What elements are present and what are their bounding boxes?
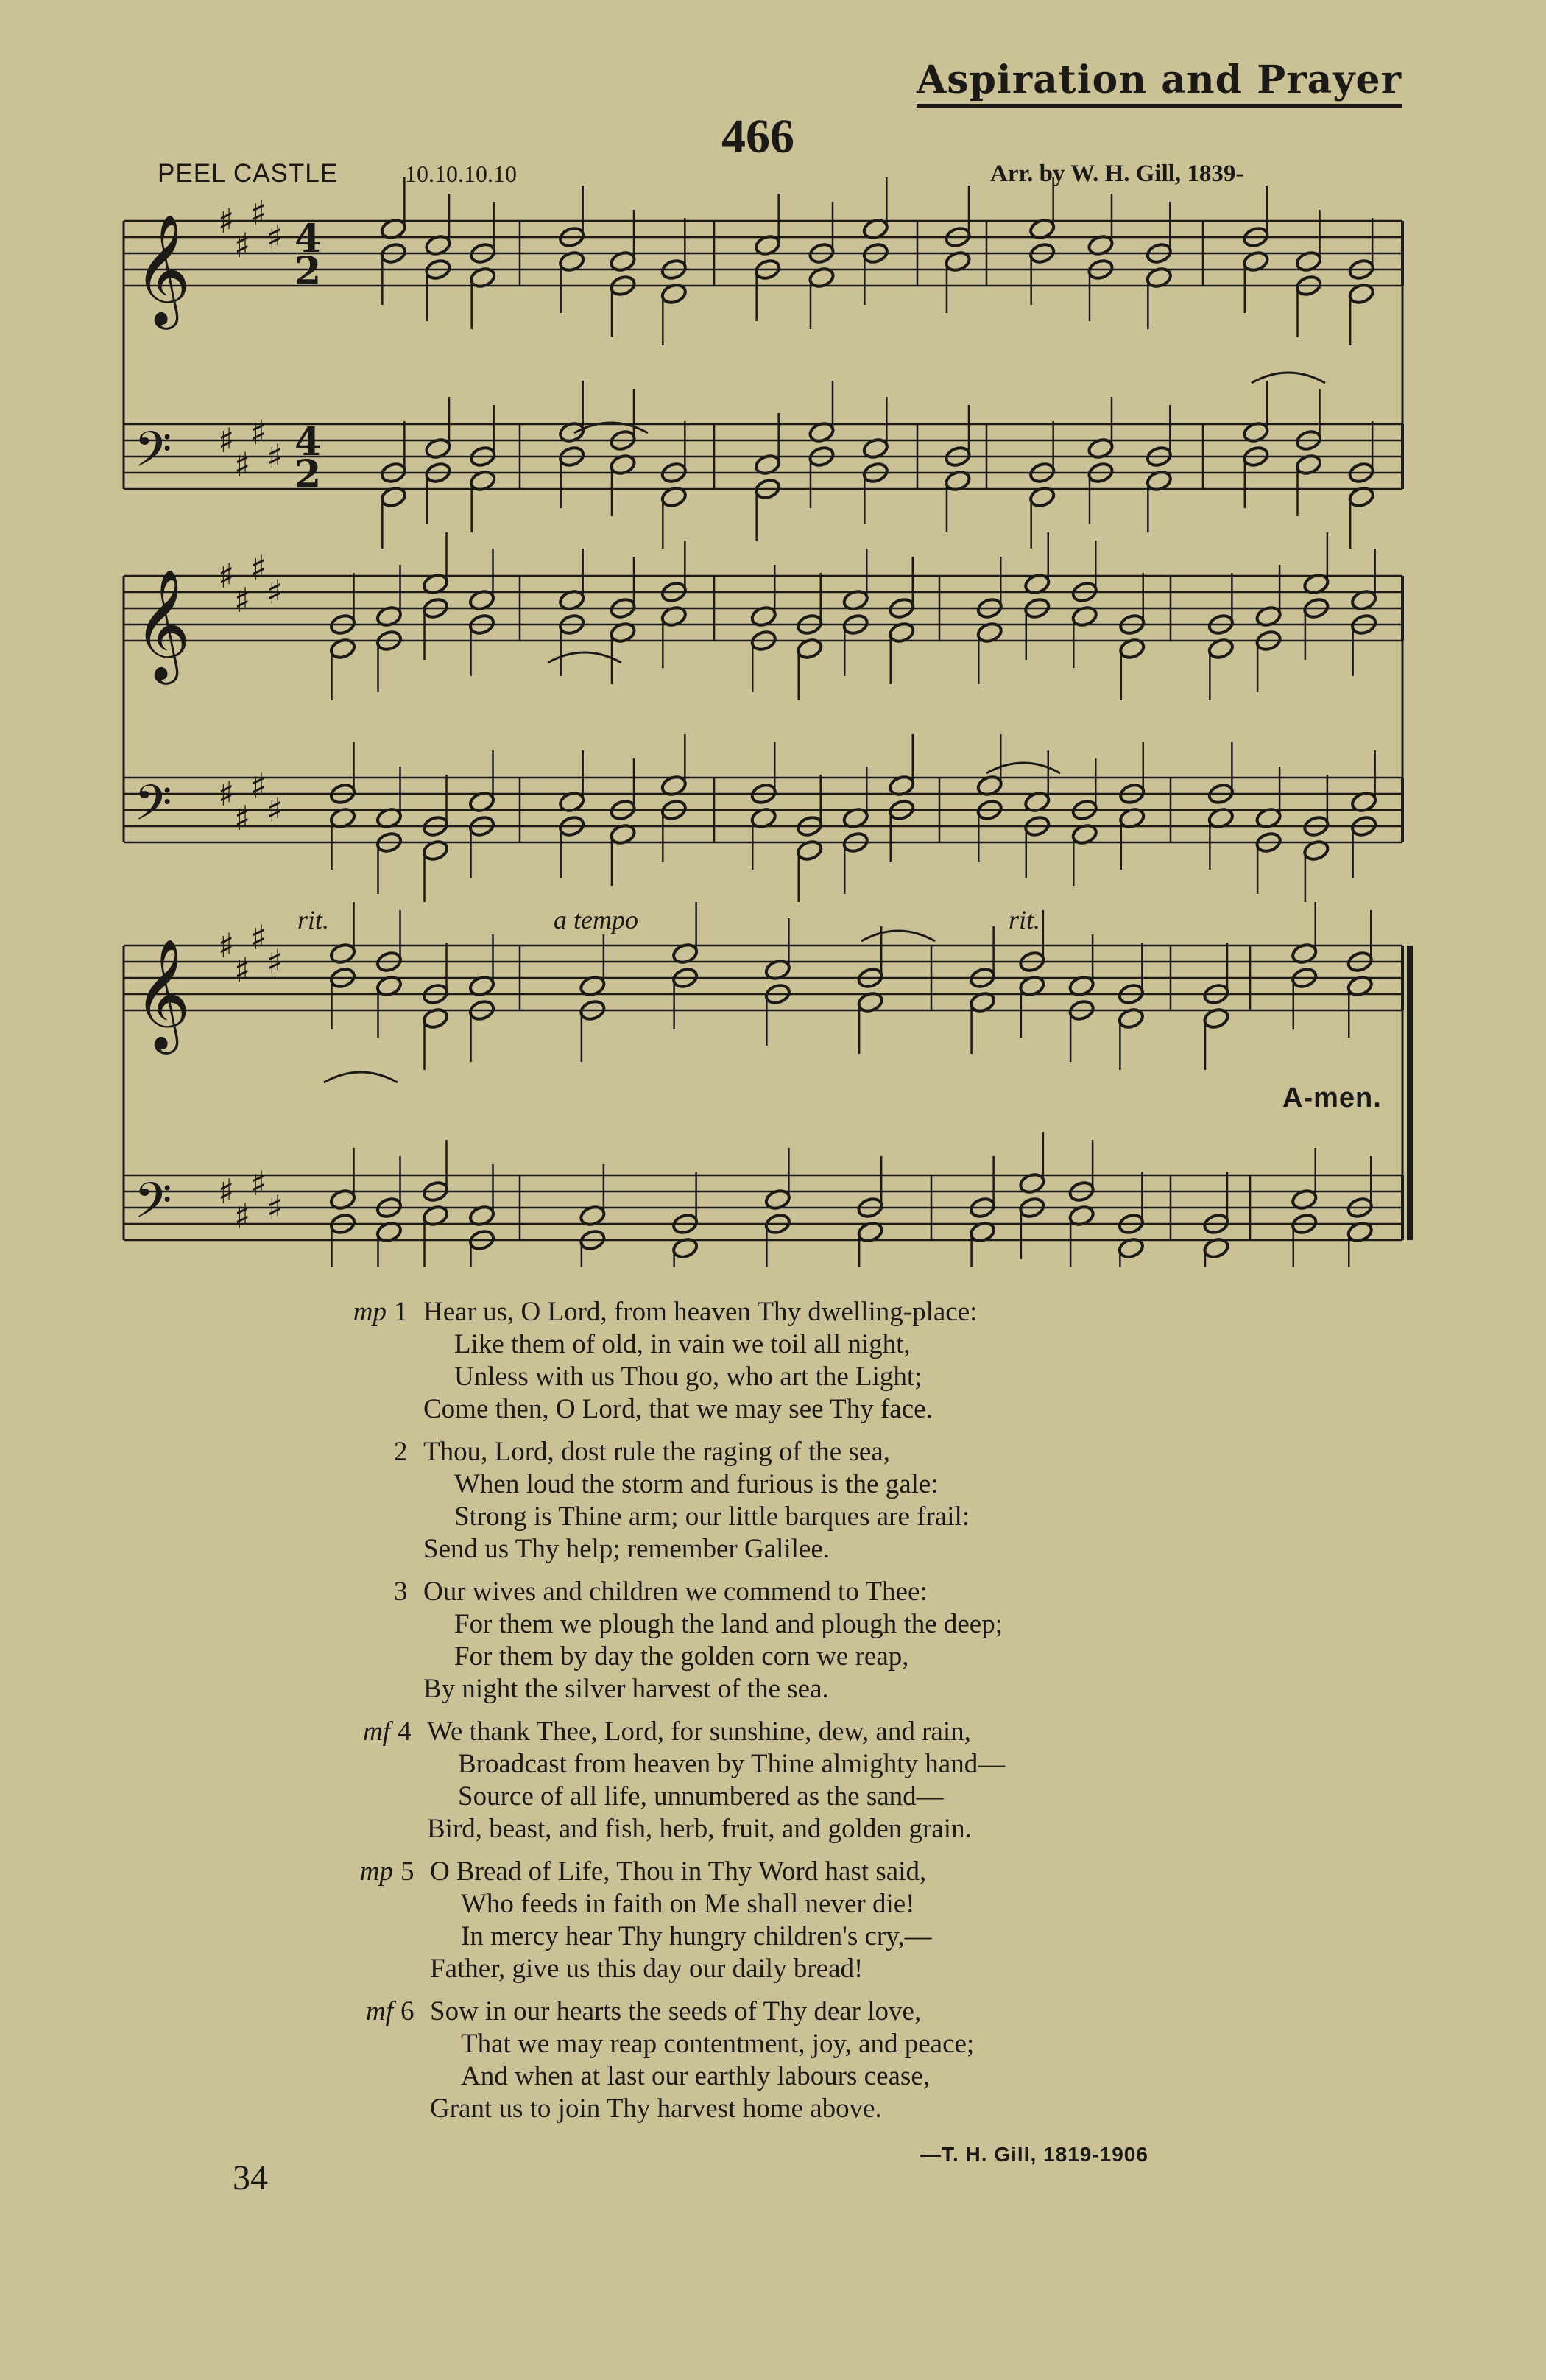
- verse-line: That we may reap contentment, joy, and peace;: [461, 2029, 975, 2059]
- verse-line: Bird, beast, and fish, herb, fruit, and golden grain.: [427, 1814, 972, 1844]
- verse-number: 3: [394, 1577, 408, 1607]
- sharp-icon: ♯: [218, 1172, 235, 1211]
- sharp-icon: ♯: [267, 942, 283, 982]
- sharp-icon: ♯: [218, 201, 235, 241]
- verse-number: 4: [398, 1717, 412, 1747]
- sharp-icon: ♯: [267, 1188, 283, 1228]
- verse-line: Broadcast from heaven by Thine almighty hand—: [458, 1749, 1006, 1779]
- sharp-icon: ♯: [234, 798, 251, 838]
- slur: [324, 1072, 398, 1082]
- author-credit: —T. H. Gill, 1819-1906: [920, 2143, 1148, 2166]
- verse-3: [394, 1576, 1003, 1705]
- bass-clef-icon: 𝄢: [134, 421, 172, 490]
- time-signature-denominator: 2: [294, 452, 322, 497]
- verse-line: O Bread of Life, Thou in Thy Word hast said,: [430, 1856, 927, 1887]
- sharp-icon: ♯: [250, 918, 267, 957]
- bass-clef-icon: 𝄢: [134, 775, 172, 843]
- verse-line: Grant us to join Thy harvest home above.: [430, 2094, 882, 2124]
- sharp-icon: ♯: [250, 412, 267, 452]
- amen-label: A-men.: [1282, 1082, 1382, 1113]
- verse-line: Sow in our hearts the seeds of Thy dear love,: [430, 1996, 922, 2027]
- sharp-icon: ♯: [267, 437, 283, 476]
- verse-number: 2: [394, 1437, 408, 1467]
- arranger-credit: Arr. by W. H. Gill, 1839-: [990, 161, 1244, 187]
- verse-line: In mercy hear Thy hungry children's cry,—: [461, 1921, 932, 1951]
- hymn-number: 466: [721, 110, 794, 163]
- time-signature-numerator: 4: [294, 216, 322, 261]
- verse-4: [363, 1716, 1006, 1845]
- sharp-icon: ♯: [267, 217, 283, 257]
- treble-clef-icon: 𝄞: [134, 213, 191, 325]
- verse-number: 1: [394, 1297, 408, 1327]
- verse-6: [366, 1996, 975, 2125]
- slur: [1252, 373, 1325, 383]
- verse-line: For them by day the golden corn we reap,: [454, 1641, 909, 1672]
- tune-name: PEEL CASTLE: [158, 159, 339, 188]
- verse-line: Our wives and children we commend to Thee:: [423, 1577, 928, 1607]
- verse-line: Send us Thy help; remember Galilee.: [423, 1534, 830, 1564]
- meter: 10.10.10.10: [405, 161, 517, 187]
- verse-2: [394, 1436, 970, 1566]
- sharp-icon: ♯: [250, 1163, 267, 1203]
- sharp-icon: ♯: [250, 548, 267, 588]
- dynamic-marking: mp: [353, 1297, 386, 1327]
- verse-line: When loud the storm and furious is the gale:: [454, 1469, 939, 1499]
- dynamic-marking: mp: [359, 1856, 393, 1887]
- sharp-icon: ♯: [218, 926, 235, 965]
- a-tempo-marking: a tempo: [554, 905, 638, 934]
- page-number: 34: [233, 2158, 268, 2197]
- verse-line: Father, give us this day our daily bread!: [430, 1954, 864, 1984]
- slur: [861, 931, 935, 941]
- verse-1: [353, 1296, 978, 1426]
- sharp-icon: ♯: [267, 572, 283, 612]
- verse-line: Hear us, O Lord, from heaven Thy dwelling-place:: [423, 1297, 978, 1327]
- verse-line: Like them of old, in vain we toil all night,: [454, 1329, 911, 1359]
- treble-clef-icon: 𝄞: [134, 568, 191, 680]
- verse-line: For them we plough the land and plough the deep;: [454, 1609, 1003, 1639]
- verse-line: Unless with us Thou go, who art the Light;: [454, 1362, 922, 1392]
- verse-line: Source of all life, unnumbered as the sand—: [458, 1781, 944, 1812]
- dynamic-marking: mf: [366, 1996, 393, 2027]
- ritardando-marking: rit.: [297, 905, 330, 934]
- verse-line: Come then, O Lord, that we may see Thy face.: [423, 1394, 933, 1424]
- sharp-icon: ♯: [234, 580, 251, 620]
- sharp-icon: ♯: [234, 445, 251, 485]
- verse-line: By night the silver harvest of the sea.: [423, 1674, 829, 1704]
- sharp-icon: ♯: [218, 556, 235, 596]
- slur: [548, 652, 621, 663]
- ritardando-marking: rit.: [1009, 905, 1041, 934]
- verse-line: We thank Thee, Lord, for sunshine, dew, and rain,: [427, 1717, 971, 1747]
- time-signature-numerator: 4: [294, 420, 322, 465]
- sharp-icon: ♯: [267, 790, 283, 830]
- sharp-icon: ♯: [218, 420, 235, 460]
- time-signature-denominator: 2: [294, 249, 322, 294]
- verse-line: Strong is Thine arm; our little barques are frail:: [454, 1501, 970, 1532]
- treble-clef-icon: 𝄞: [134, 937, 191, 1049]
- verse-number: 6: [400, 1996, 414, 2027]
- bass-clef-icon: 𝄢: [134, 1172, 172, 1241]
- verse-5: [359, 1856, 932, 1985]
- section-title: Aspiration and Prayer: [917, 57, 1402, 108]
- verse-line: Who feeds in faith on Me shall never die!: [461, 1889, 915, 1919]
- sharp-icon: ♯: [250, 193, 267, 233]
- verse-line: And when at last our earthly labours cease,: [461, 2061, 931, 2091]
- verse-number: 5: [400, 1856, 414, 1887]
- verse-line: Thou, Lord, dost rule the raging of the sea,: [423, 1437, 890, 1467]
- sharp-icon: ♯: [250, 766, 267, 806]
- sharp-icon: ♯: [234, 225, 251, 265]
- sharp-icon: ♯: [218, 774, 235, 814]
- dynamic-marking: mf: [363, 1717, 390, 1747]
- sharp-icon: ♯: [234, 1196, 251, 1236]
- sharp-icon: ♯: [234, 950, 251, 990]
